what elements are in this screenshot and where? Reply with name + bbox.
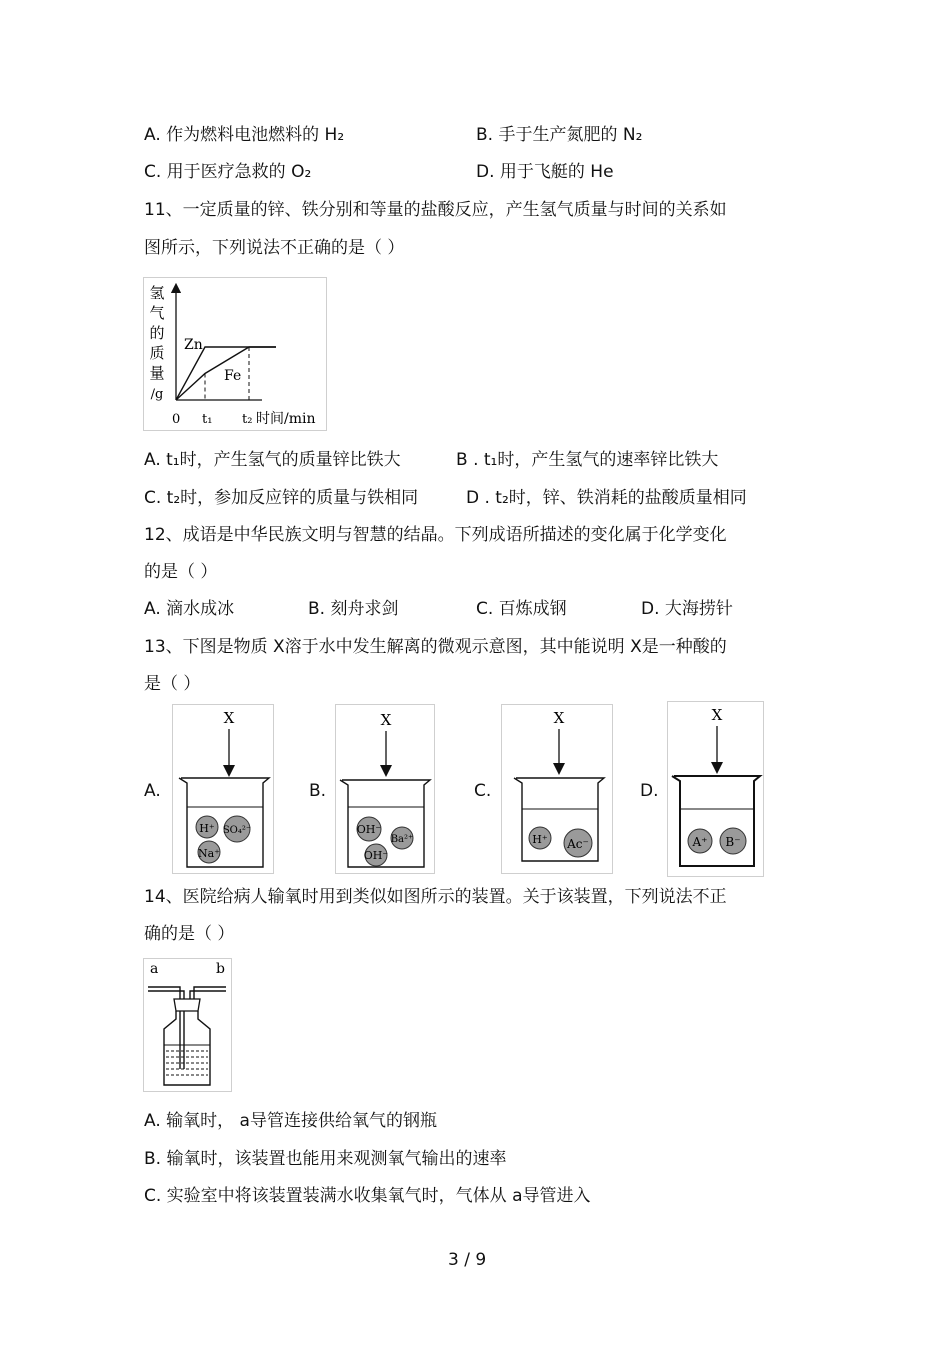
ion-ba-2plus: Ba²⁺ xyxy=(390,834,414,845)
x-axis-label: 时间/min xyxy=(256,411,316,427)
x-label: X xyxy=(380,711,392,729)
beaker-d-figure xyxy=(667,701,764,877)
q12-option-a: A. 滴水成冰 xyxy=(144,599,235,619)
beaker-a-label: A. xyxy=(144,781,161,801)
y-label-char: 质 xyxy=(149,344,165,362)
q11-option-d: D . t₂时，锌、铁消耗的盐酸质量相同 xyxy=(466,488,747,508)
y-label-char: 气 xyxy=(149,304,165,322)
q11-stem-line1: 11、一定质量的锌、铁分别和等量的盐酸反应，产生氢气质量与时间的关系如 xyxy=(144,200,727,220)
q14-option-b: B. 输氧时，该装置也能用来观测氧气输出的速率 xyxy=(144,1149,507,1169)
ion-oh-minus: OH⁻ xyxy=(363,849,389,862)
y-label-char: 的 xyxy=(149,324,165,342)
q10-option-a: A. 作为燃料电池燃料的 H₂ xyxy=(144,125,345,145)
q12-option-b: B. 刻舟求剑 xyxy=(308,599,399,619)
q13-stem-line1: 13、下图是物质 X溶于水中发生解离的微观示意图，其中能说明 X是一种酸的 xyxy=(144,637,727,657)
q11-option-c: C. t₂时，参加反应锌的质量与铁相同 xyxy=(144,488,419,508)
q12-stem-line2: 的是（ ） xyxy=(144,562,218,582)
bottle-icon xyxy=(164,1011,210,1085)
hydrogen-time-chart xyxy=(143,277,327,431)
q10-option-d: D. 用于飞艇的 He xyxy=(476,162,614,182)
hydrogen-time-chart-svg xyxy=(144,278,326,430)
stopper-icon xyxy=(174,999,200,1011)
tube-a-label: a xyxy=(150,961,159,977)
zn-series-label: Zn xyxy=(184,337,203,353)
ion-ac-minus: Ac⁻ xyxy=(567,837,589,851)
gas-washing-bottle-figure xyxy=(143,958,232,1092)
beaker-b-figure xyxy=(335,704,435,874)
ion-na-plus: Na⁺ xyxy=(198,847,220,860)
beaker-d-label: D. xyxy=(640,781,659,801)
ion-h-plus: H⁺ xyxy=(199,822,215,835)
beaker-c-figure xyxy=(501,704,613,874)
arrow-icon xyxy=(553,763,565,775)
tube-b-label: b xyxy=(216,961,225,977)
beaker-a-figure xyxy=(172,704,274,874)
beaker-icon xyxy=(672,776,760,866)
q10-option-c: C. 用于医疗急救的 O₂ xyxy=(144,162,312,182)
arrow-icon xyxy=(711,762,723,774)
arrow-icon xyxy=(380,765,392,777)
x-label: X xyxy=(711,706,723,724)
ion-sulfate: SO₄²⁻ xyxy=(222,825,252,836)
t1-tick-label: t₁ xyxy=(202,412,213,427)
q14-stem-line2: 确的是（ ） xyxy=(144,924,235,944)
fe-series-label: Fe xyxy=(224,368,242,384)
page-number: 3 / 9 xyxy=(448,1250,487,1270)
beaker-b-label: B. xyxy=(309,781,327,801)
q10-option-b: B. 手于生产氮肥的 N₂ xyxy=(476,125,643,145)
q14-option-a: A. 输氧时， a导管连接供给氧气的钢瓶 xyxy=(144,1111,437,1131)
q12-option-d: D. 大海捞针 xyxy=(641,599,733,619)
y-label-unit: /g xyxy=(150,387,164,402)
x-label: X xyxy=(223,709,235,727)
origin-label: 0 xyxy=(172,412,181,427)
ion-a-plus: A⁺ xyxy=(692,835,708,849)
y-label-char: 量 xyxy=(149,364,165,382)
ion-oh-minus: OH⁻ xyxy=(356,823,382,836)
q12-stem-line1: 12、成语是中华民族文明与智慧的结晶。下列成语所描述的变化属于化学变化 xyxy=(144,525,727,545)
beaker-c-label: C. xyxy=(474,781,492,801)
q14-stem-line1: 14、医院给病人输氧时用到类似如图所示的装置。关于该装置，下列说法不正 xyxy=(144,887,727,907)
ion-h-plus: H⁺ xyxy=(532,833,548,846)
arrow-icon xyxy=(223,765,235,777)
q11-option-a: A. t₁时，产生氢气的质量锌比铁大 xyxy=(144,450,401,470)
ion-b-minus: B⁻ xyxy=(725,835,741,849)
y-label-char: 氢 xyxy=(149,284,165,302)
q14-option-c: C. 实验室中将该装置装满水收集氧气时，气体从 a导管进入 xyxy=(144,1186,591,1206)
t2-tick-label: t₂ xyxy=(242,412,253,427)
beaker-icon xyxy=(179,778,269,867)
q13-stem-line2: 是（ ） xyxy=(144,674,201,694)
q11-option-b: B . t₁时，产生氢气的速率锌比铁大 xyxy=(456,450,719,470)
q11-stem-line2: 图所示，下列说法不正确的是（ ） xyxy=(144,238,405,258)
q12-option-c: C. 百炼成钢 xyxy=(476,599,567,619)
x-label: X xyxy=(553,709,565,727)
